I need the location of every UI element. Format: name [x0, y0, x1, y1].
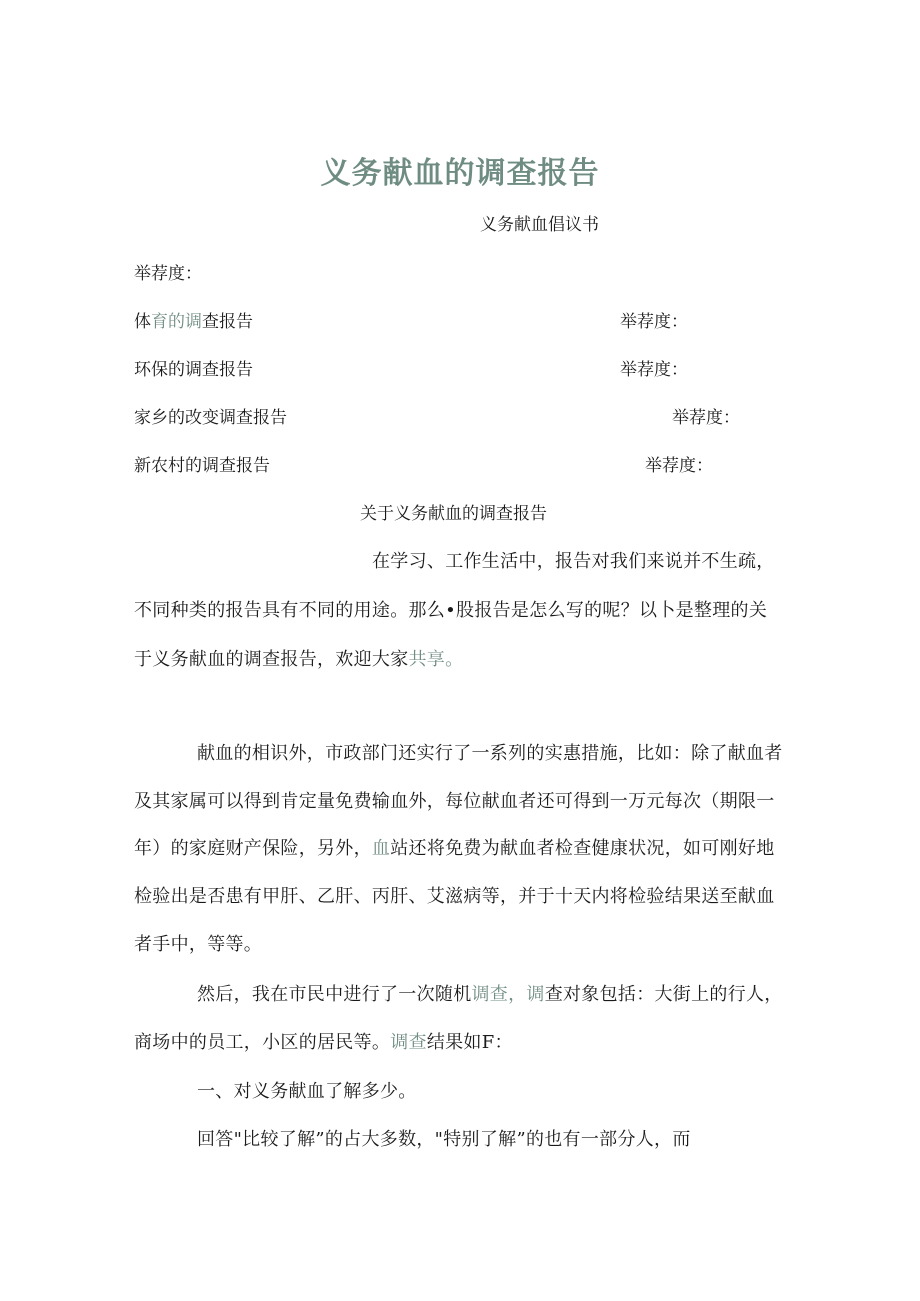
related-link-sports-report[interactable] — [134, 307, 253, 332]
para1-line-3-post: 站还将免费为献血者检查健康状况，如可刚好地 — [390, 838, 775, 859]
link-text-highlight: 育的调 — [151, 312, 202, 332]
document-title: 义务献血的调查报告 — [320, 156, 600, 191]
para2-line-2-post: 结果如F： — [426, 1032, 513, 1053]
answer-1: 回答"比较了解”的占大多数，"特别了解”的也有一部分人，而 — [197, 1129, 691, 1150]
para2-line-1-pre: 然后，我在市民中进行了一次随机 — [197, 984, 472, 1005]
recommend-label-environment: 举荐度： — [620, 360, 688, 380]
related-link-environment-report[interactable]: 环保的调查报告 — [134, 360, 253, 380]
survey-link-2[interactable]: 调查 — [390, 1032, 427, 1053]
para2-line-1 — [197, 980, 783, 1006]
link-text-pre: 体 — [134, 312, 151, 332]
para2-line-1-post: 查对象包括：大街上的行人， — [544, 984, 783, 1005]
related-link-countryside-report[interactable]: 新农村的调查报告 — [134, 456, 270, 476]
para1-line-4: 检验出是否患有甲肝、乙肝、丙肝、艾滋病等，并于十天内将检验结果送至献血 — [134, 886, 775, 907]
intro-line-1: 在学习、工作生活中，报告对我们来说并不生疏， — [372, 551, 775, 572]
intro-line-3 — [134, 645, 463, 671]
section-title: 关于义务献血的调查报告 — [360, 504, 547, 524]
blood-station-link[interactable]: 血 — [371, 838, 391, 859]
para1-line-1: 献血的相识外，市政部门还实行了一系列的实惠措施，比如：除了献血者 — [197, 743, 783, 764]
recommend-label: 举荐度： — [134, 264, 202, 284]
related-link-hometown-report[interactable]: 家乡的改变调查报告 — [134, 408, 287, 428]
para1-line-3-pre: 年）的家庭财产保险，另外， — [134, 838, 372, 859]
document-subtitle: 义务献血倡议书 — [480, 215, 599, 235]
link-text-post: 查报告 — [202, 312, 253, 332]
survey-link-1[interactable]: 调查，调 — [471, 984, 545, 1005]
para2-line-2 — [134, 1028, 513, 1054]
recommend-label-countryside: 举荐度： — [645, 456, 713, 476]
question-1: 一、对义务献血了解多少。 — [197, 1081, 417, 1102]
para1-line-2: 及其家属可以得到肯定量免费输血外，每位献血者还可得到一万元每次（期限一 — [134, 791, 775, 812]
para2-line-2-pre: 商场中的员工，小区的居民等。 — [134, 1032, 391, 1053]
intro-line-3-text: 于义务献血的调查报告，欢迎大家 — [134, 649, 409, 670]
recommend-label-sports: 举荐度： — [620, 312, 688, 332]
intro-share-link[interactable]: 共享。 — [408, 649, 464, 670]
intro-line-2: 不同种类的报告具有不同的用途。那么•股报告是怎么写的呢？以卜是整理的关 — [134, 600, 768, 621]
para1-line-3 — [134, 834, 775, 860]
para1-line-5: 者手中，等等。 — [134, 934, 263, 955]
recommend-label-hometown: 举荐度： — [672, 408, 740, 428]
